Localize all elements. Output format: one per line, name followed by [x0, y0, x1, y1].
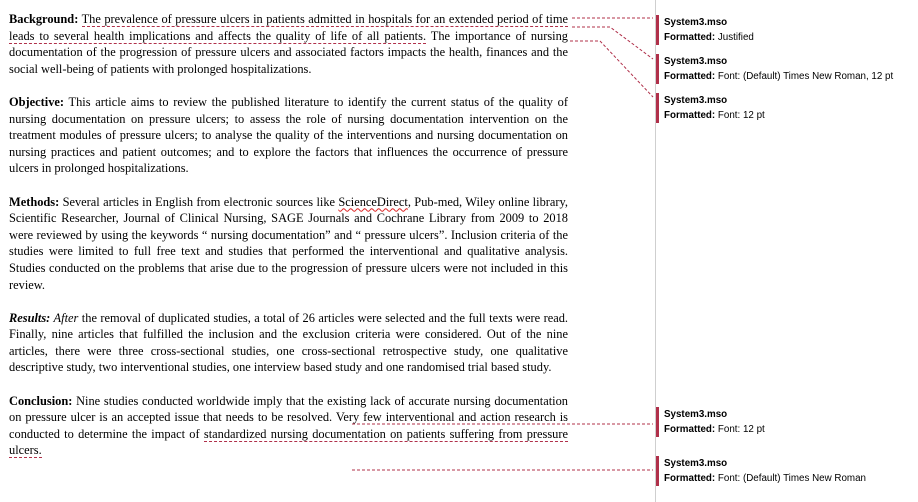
formatted-text-background[interactable]: The prevalence of pressure ulcers in patients admitted in hospitals for an extended period of time leads to several health implications and affects the quality of life of all patients.: [9, 12, 568, 43]
document-body[interactable]: [9, 11, 568, 459]
text-methods-after[interactable]: , Pub-med, Wiley online library, Scientific Researcher, Journal of Clinical Nursing, SAGE Journals and Cochrane Library from 2009 to 2018 were reviewed by using the keywords “ nursing documentation” and “ pressure ulcers”. Inclusion criteria of the studies were limited to full free text and studies that performed the interventional and qualitative analysis. Studies conducted on the problems that arise due to the progression of pressure ulcers were not included in this review.: [9, 194, 568, 292]
paragraph-conclusion[interactable]: [9, 393, 568, 459]
formatting-comment-3[interactable]: [656, 93, 765, 123]
leader-line-3: [570, 41, 653, 97]
text-conclusion-a[interactable]: Nine studies conducted worldwide imply that the existing lack of accurate nursing documentation on pressure ulcer is an accepted issue that needs to be resolved. Very few interventional and action research is conducted to determine the impact of: [9, 393, 568, 441]
comment-author: System3.mso: [664, 56, 728, 67]
heading-background: Background:: [9, 12, 79, 26]
leader-line-2: [572, 27, 653, 59]
comment-label: Formatted:: [664, 32, 716, 43]
text-background[interactable]: The importance of nursing documentation of the progression of pressure ulcers and associated factors impacts the health, finances and the social well-being of patients with prolonged hospitalizations.: [9, 28, 568, 76]
formatting-comment-1[interactable]: [656, 15, 754, 45]
paragraph-objective[interactable]: [9, 94, 568, 177]
comment-value: Justified: [717, 32, 754, 43]
heading-results: Results:: [9, 310, 51, 325]
comment-value: Font: (Default) Times New Roman: [717, 473, 866, 484]
paragraph-results[interactable]: [9, 310, 568, 376]
comment-value: Font: (Default) Times New Roman, 12 pt: [717, 71, 894, 82]
text-results-italic[interactable]: After: [50, 310, 79, 325]
paragraph-background[interactable]: [9, 11, 568, 77]
misspelled-word[interactable]: ScienceDirect: [338, 194, 408, 209]
text-methods-before[interactable]: Several articles in English from electronic sources like: [59, 194, 339, 209]
comment-label: Formatted:: [664, 71, 716, 82]
comment-author: System3.mso: [664, 17, 728, 28]
heading-objective: Objective:: [9, 94, 65, 109]
comment-author: System3.mso: [664, 458, 728, 469]
paragraph-methods[interactable]: [9, 194, 568, 294]
comment-label: Formatted:: [664, 110, 716, 121]
comment-label: Formatted:: [664, 424, 716, 435]
text-objective[interactable]: This article aims to review the published literature to identify the current status of the quality of nursing documentation on pressure ulcers; to assess the role of nursing documentation intervention on the treatment modules of pressure ulcers; to analyse the quality of the interventions and nursing documentation on nursing practices and patient outcomes; and to explore the factors that influences the occurrence of pressure ulcers in prolonged hospitalizations.: [9, 94, 568, 176]
formatted-text-conclusion[interactable]: standardized nursing documentation on patients suffering from pressure ulcers.: [9, 426, 568, 458]
formatting-comment-4[interactable]: [656, 407, 765, 437]
comment-author: System3.mso: [664, 409, 728, 420]
heading-conclusion: Conclusion:: [9, 393, 73, 408]
formatting-comment-5[interactable]: [656, 456, 866, 486]
heading-methods: Methods:: [9, 194, 60, 209]
comment-value: Font: 12 pt: [717, 110, 765, 121]
text-results[interactable]: the removal of duplicated studies, a total of 26 articles were selected and the full texts were read. Finally, nine articles that fulfilled the inclusion and the exclusion criteria were considered. Out of the nine articles, there were three cross-sectional studies, one cross-sectional retrospective study, one qualitative descriptive study, two interventional studies, one interview based study and one randomised trial based study.: [9, 310, 568, 375]
comment-label: Formatted:: [664, 473, 716, 484]
comment-author: System3.mso: [664, 95, 728, 106]
formatting-comment-2[interactable]: [656, 54, 893, 84]
comment-value: Font: 12 pt: [717, 424, 765, 435]
